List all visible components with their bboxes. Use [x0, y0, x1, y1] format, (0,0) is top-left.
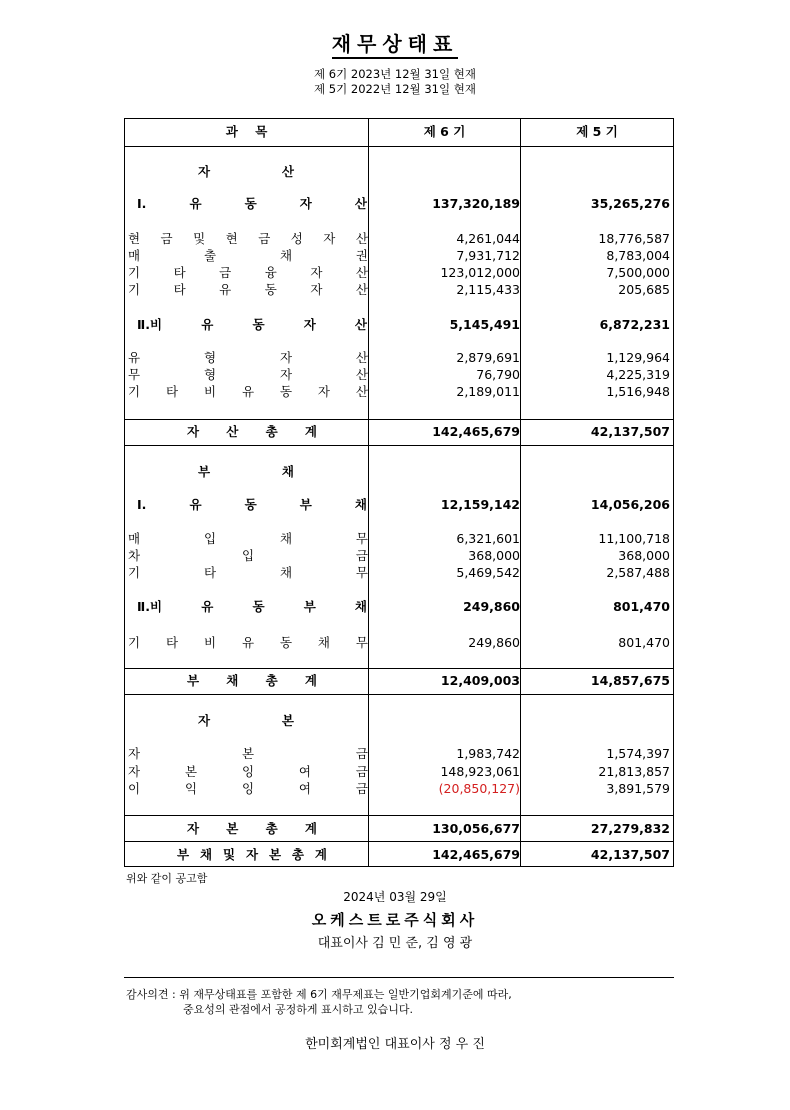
audit-opinion-line1: 감사의견 : 위 재무상태표를 포함한 제 6기 재무제표는 일반기업회계기준에 따라, — [126, 988, 512, 1001]
value-prior: 7,500,000 — [606, 265, 670, 280]
value-prior: 801,470 — [618, 635, 670, 650]
table-row — [125, 349, 673, 367]
liabilities-heading: 부 채 — [198, 464, 294, 479]
row-label: 기 타 금 융 자 산 — [128, 265, 368, 280]
period-current: 제 6기 2023년 12월 31일 현재 — [314, 67, 476, 81]
table-row — [125, 264, 673, 282]
noncurrent-assets-row — [125, 316, 673, 334]
value-prior: 2,587,488 — [606, 565, 670, 580]
grand-total-label: 부 채 및 자 본 총 계 — [177, 847, 327, 862]
assets-heading: 자 산 — [198, 164, 294, 179]
current-liabilities-row — [125, 496, 673, 514]
table-row — [125, 547, 673, 565]
value-current: 4,261,044 — [456, 231, 520, 246]
current-liabilities-label: Ⅰ. 유 동 부 채 — [137, 497, 367, 512]
table-row — [125, 281, 673, 299]
value-current: 76,790 — [476, 367, 520, 382]
value-current: 123,012,000 — [440, 265, 520, 280]
equity-total-prior: 27,279,832 — [590, 821, 670, 836]
statement-title: 재무상태표 — [0, 28, 790, 57]
noncurrent-assets-current: 5,145,491 — [449, 317, 520, 332]
value-prior: 1,574,397 — [606, 746, 670, 761]
value-current: 249,860 — [468, 635, 520, 650]
divider — [124, 668, 674, 669]
noncurrent-assets-prior: 6,872,231 — [599, 317, 670, 332]
value-prior: 1,129,964 — [606, 350, 670, 365]
value-current: 7,931,712 — [456, 248, 520, 263]
value-prior: 11,100,718 — [598, 531, 670, 546]
notice-text: 위와 같이 공고함 — [126, 872, 208, 885]
current-liabilities-current: 12,159,142 — [440, 497, 520, 512]
value-prior: 21,813,857 — [598, 764, 670, 779]
value-prior: 8,783,004 — [606, 248, 670, 263]
current-assets-row — [125, 195, 673, 213]
table-row — [125, 230, 673, 248]
notice-date: 2024년 03월 29일 — [343, 890, 447, 904]
divider — [124, 694, 674, 695]
current-assets-prior: 35,265,276 — [590, 196, 670, 211]
liabilities-total-current: 12,409,003 — [440, 673, 520, 688]
header-prior: 제 5 기 — [576, 124, 618, 139]
divider — [124, 841, 674, 842]
value-current: 5,469,542 — [456, 565, 520, 580]
current-assets-current: 137,320,189 — [432, 196, 520, 211]
row-label: 이 익 잉 여 금 — [128, 781, 368, 796]
grand-total-prior: 42,137,507 — [590, 847, 670, 862]
current-liabilities-prior: 14,056,206 — [590, 497, 670, 512]
header-account: 과 목 — [225, 124, 268, 139]
noncurrent-liabilities-current: 249,860 — [463, 599, 520, 614]
row-label: 무 형 자 산 — [128, 367, 368, 382]
grand-total-row — [125, 846, 673, 864]
table-row — [125, 366, 673, 384]
row-label: 현 금 및 현 금 성 자 산 — [128, 231, 368, 246]
equity-heading: 자 본 — [198, 713, 294, 728]
representative: 대표이사 김 민 준, 김 영 광 — [317, 936, 473, 951]
auditor: 한미회계법인 대표이사 정 우 진 — [305, 1037, 485, 1052]
table-row — [125, 763, 673, 781]
row-label: 기 타 비 유 동 채 무 — [128, 635, 368, 650]
noncurrent-assets-label: Ⅱ.비 유 동 자 산 — [137, 317, 367, 332]
row-label: 기 타 비 유 동 자 산 — [128, 384, 368, 399]
divider — [124, 419, 674, 420]
noncurrent-liabilities-label: Ⅱ.비 유 동 부 채 — [137, 599, 367, 614]
audit-opinion-line2: 중요성의 관점에서 공정하게 표시하고 있습니다. — [183, 1003, 414, 1016]
row-label: 매 입 채 무 — [128, 531, 368, 546]
table-row — [125, 780, 673, 798]
current-assets-label: Ⅰ. 유 동 자 산 — [137, 196, 367, 211]
value-prior: 1,516,948 — [606, 384, 670, 399]
value-prior: 4,225,319 — [606, 367, 670, 382]
company-name: 오케스트로주식회사 — [311, 911, 479, 929]
liabilities-total-label: 부 채 총 계 — [187, 673, 317, 688]
value-prior: 18,776,587 — [598, 231, 670, 246]
assets-total-prior: 42,137,507 — [590, 424, 670, 439]
table-row — [125, 745, 673, 763]
row-label: 매 출 채 권 — [128, 248, 368, 263]
grand-total-current: 142,465,679 — [432, 847, 520, 862]
audit-divider — [124, 977, 674, 978]
liabilities-total-prior: 14,857,675 — [590, 673, 670, 688]
row-label: 자 본 잉 여 금 — [128, 764, 368, 779]
divider — [124, 445, 674, 446]
value-prior: 205,685 — [618, 282, 670, 297]
noncurrent-liabilities-prior: 801,470 — [613, 599, 670, 614]
row-label: 유 형 자 산 — [128, 350, 368, 365]
value-current: 1,983,742 — [456, 746, 520, 761]
period-prior: 제 5기 2022년 12월 31일 현재 — [314, 82, 476, 96]
header-divider — [124, 146, 674, 147]
value-prior: 3,891,579 — [606, 781, 670, 796]
equity-total-row — [125, 820, 673, 838]
equity-total-label: 자 본 총 계 — [187, 821, 317, 836]
assets-total-current: 142,465,679 — [432, 424, 520, 439]
table-row — [125, 530, 673, 548]
value-current: 368,000 — [468, 548, 520, 563]
value-current: 6,321,601 — [456, 531, 520, 546]
row-label: 차 입 금 — [128, 548, 368, 563]
assets-total-row — [125, 423, 673, 441]
liabilities-total-row — [125, 672, 673, 690]
value-current-negative: (20,850,127) — [438, 781, 520, 796]
equity-total-current: 130,056,677 — [432, 821, 520, 836]
row-label: 기 타 유 동 자 산 — [128, 282, 368, 297]
value-current: 2,189,011 — [456, 384, 520, 399]
value-current: 148,923,061 — [440, 764, 520, 779]
row-label: 기 타 채 무 — [128, 565, 368, 580]
row-label: 자 본 금 — [128, 746, 368, 761]
value-prior: 368,000 — [618, 548, 670, 563]
table-row — [125, 634, 673, 652]
value-current: 2,879,691 — [456, 350, 520, 365]
table-row — [125, 383, 673, 401]
assets-total-label: 자 산 총 계 — [187, 424, 317, 439]
value-current: 2,115,433 — [456, 282, 520, 297]
table-row — [125, 564, 673, 582]
noncurrent-liabilities-row — [125, 598, 673, 616]
divider — [124, 815, 674, 816]
header-current: 제 6 기 — [423, 124, 466, 139]
table-row — [125, 247, 673, 265]
